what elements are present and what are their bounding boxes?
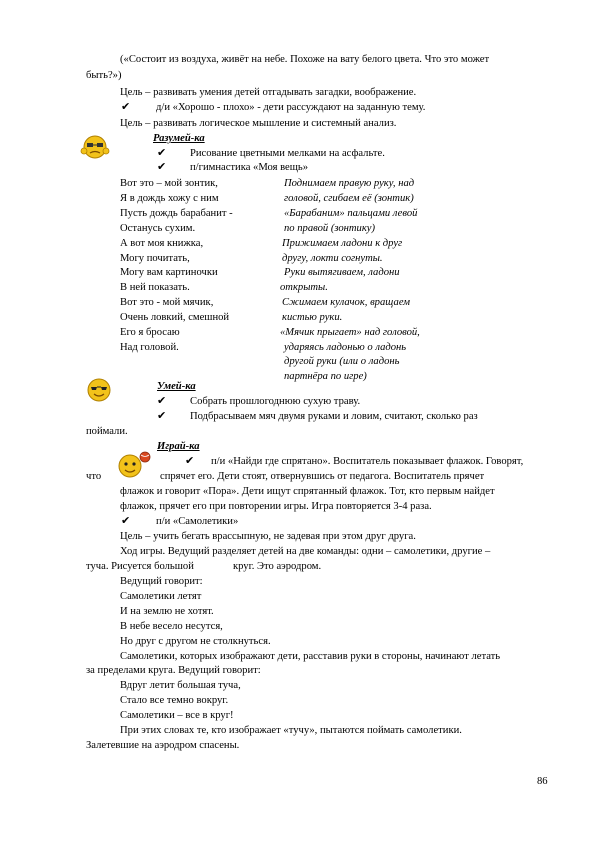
game-text: за пределами круга. Ведущий говорит: — [86, 665, 261, 676]
game-text: Самолетики летят — [120, 591, 202, 602]
poem-action: открыты. — [280, 282, 328, 293]
section-title-razumei: Разумей-ка — [153, 133, 205, 144]
game-text: Самолетики, которых изображают дети, расставив руки в стороны, начинают летать — [120, 651, 501, 662]
poem-action: Прижимаем ладони к друг — [282, 238, 403, 249]
poem-action: Поднимаем правую руку, над — [284, 178, 415, 189]
poem-line: Очень ловкий, смешной — [120, 312, 230, 323]
game-text: Ход игры. Ведущий разделяет детей на две команды: одни – самолетики, другие – — [120, 546, 491, 557]
poem-line: Могу вам картиночки — [120, 267, 218, 278]
poem-line: Над головой. — [120, 342, 179, 353]
game-text: спрячет его. Дети стоят, отвернувшись от педагога. Воспитатель прячет — [160, 471, 485, 482]
game-text: При этих словах те, кто изображает «тучу», пытаются поймать самолетики. — [120, 725, 462, 736]
poem-action: ударяясь ладонью о ладонь — [284, 342, 407, 353]
game-text: круг. Это аэродром. — [233, 561, 322, 572]
check-icon: ✔ — [157, 146, 167, 159]
game-text: Стало все темно вокруг. — [120, 695, 229, 706]
game-text: Но друг с другом не столкнуться. — [120, 636, 271, 647]
check-icon: ✔ — [157, 394, 167, 407]
check-icon: ✔ — [185, 454, 195, 467]
thinking-smiley-icon — [80, 133, 110, 161]
poem-line: Пусть дождь барабанит - — [120, 208, 233, 219]
intro-line: Цель – развивать логическое мышление и системный анализ. — [120, 118, 397, 129]
list-item: Рисование цветными мелками на асфальте. — [190, 148, 385, 159]
intro-line: Цель – развивать умения детей отгадывать загадки, воображение. — [120, 87, 417, 98]
poem-line: А вот моя книжка, — [120, 238, 204, 249]
game-text: туча. Рисуется большой — [86, 561, 194, 572]
cool-smiley-icon — [84, 376, 114, 404]
poem-line: Останусь сухим. — [120, 223, 196, 234]
section-title-igrai: Играй-ка — [157, 441, 200, 452]
poem-action: «Мячик прыгает» над головой, — [280, 327, 420, 338]
poem-line: Его я бросаю — [120, 327, 180, 338]
poem-line: Вот это - мой мячик, — [120, 297, 214, 308]
list-item: Подбрасываем мяч двумя руками и ловим, считают, сколько раз — [190, 411, 478, 422]
game-text: Самолетики – все в круг! — [120, 710, 234, 721]
game-text: Ведущий говорит: — [120, 576, 203, 587]
check-icon: ✔ — [121, 514, 131, 527]
game-text: Залетевшие на аэродром спасены. — [86, 740, 240, 751]
intro-line: быть?») — [86, 70, 122, 81]
poem-action: Руки вытягиваем, ладони — [284, 267, 400, 278]
check-icon: ✔ — [157, 160, 167, 173]
check-icon: ✔ — [121, 100, 131, 113]
poem-action: другу, локти согнуты. — [282, 253, 383, 264]
poem-action: другой руки (или о ладонь — [284, 356, 400, 367]
poem-line: Вот это – мой зонтик, — [120, 178, 218, 189]
game-text: что — [86, 471, 102, 482]
game-title: п/и «Самолетики» — [156, 516, 239, 527]
poem-action: головой, сгибаем её (зонтик) — [284, 193, 414, 204]
check-icon: ✔ — [157, 409, 167, 422]
game-text: И на землю не хотят. — [120, 606, 214, 617]
poem-line: В ней показать. — [120, 282, 190, 293]
list-item: Собрать прошлогоднюю сухую траву. — [190, 396, 361, 407]
poem-action: партнёра по игре) — [284, 371, 367, 382]
page-number: 86 — [537, 776, 548, 787]
playing-smiley-icon — [116, 449, 152, 479]
poem-action: кистью руки. — [282, 312, 343, 323]
game-text: п/и «Найди где спрятано». Воспитатель показывает флажок. Говорят, — [211, 456, 524, 467]
poem-action: Сжимаем кулачок, вращаем — [282, 297, 411, 308]
game-text: флажок, прячет его при повторении игры. Игра повторяется 3-4 раза. — [120, 501, 432, 512]
intro-line: («Состоит из воздуха, живёт на небе. Похоже на вату белого цвета. Что это может — [120, 54, 490, 65]
poem-action: по правой (зонтику) — [284, 223, 376, 234]
game-text: Вдруг летит большая туча, — [120, 680, 241, 691]
section-title-umei: Умей-ка — [157, 381, 196, 392]
poem-line: Я в дождь хожу с ним — [120, 193, 219, 204]
poem-line: Могу почитать, — [120, 253, 190, 264]
list-continuation: поймали. — [86, 426, 128, 437]
game-text: флажок и говорит «Пора». Дети ищут спрятанный флажок. Тот, кто первым найдет — [120, 486, 495, 497]
intro-line: д/и «Хорошо - плохо» - дети рассуждают на заданную тему. — [156, 102, 426, 113]
list-item: п/гимнастика «Моя вещь» — [190, 162, 309, 173]
poem-action: «Барабаним» пальцами левой — [284, 208, 418, 219]
game-text: Цель – учить бегать врассыпную, не задевая при этом друг друга. — [120, 531, 416, 542]
game-text: В небе весело несутся, — [120, 621, 223, 632]
